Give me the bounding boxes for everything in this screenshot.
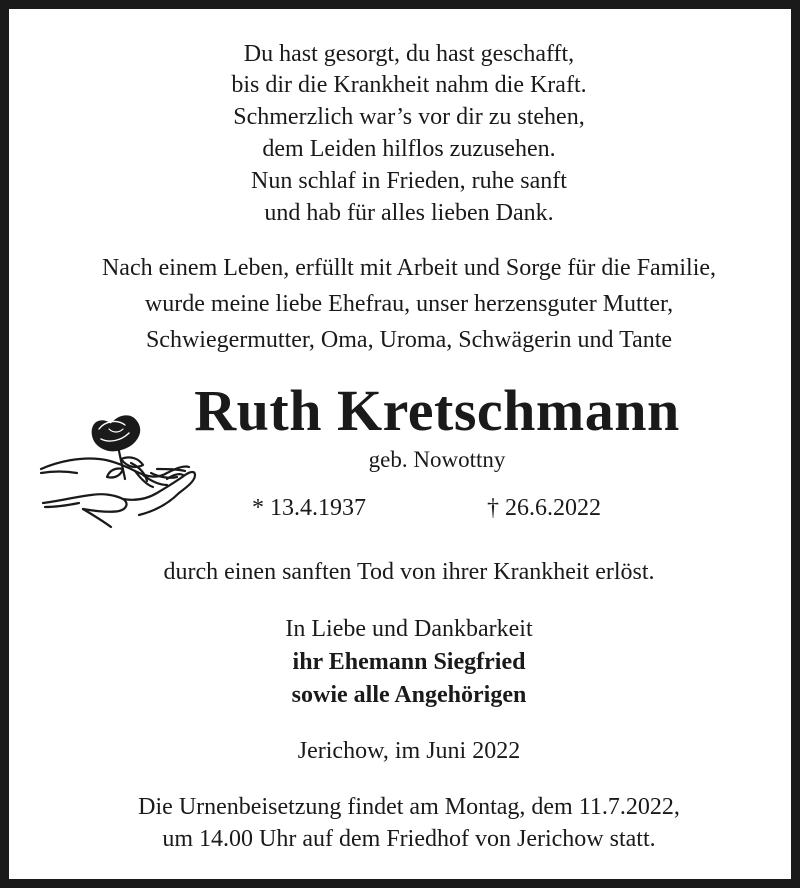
intro-line-2: wurde meine liebe Ehefrau, unser herzensguter Mutter,	[144, 291, 674, 317]
intro-line-1: Nach einem Leben, erfüllt mit Arbeit und Sorge für die Familie,	[101, 255, 717, 281]
signature-line-2: ihr Ehemann Siegfried	[292, 649, 526, 675]
signature-line-1: In Liebe und Dankbarkeit	[285, 616, 533, 642]
poem-line-5: Nun schlaf in Frieden, ruhe sanft	[251, 168, 567, 194]
intro-line-3: Schwiegermutter, Oma, Uroma, Schwägerin und Tante	[145, 327, 673, 353]
funeral-line-2: um 14.00 Uhr auf dem Friedhof von Jerichow statt.	[162, 826, 656, 852]
signature-line-3: sowie alle Angehörigen	[291, 682, 527, 708]
poem-line-4: dem Leiden hilflos zuzusehen.	[262, 136, 556, 162]
poem-line-3: Schmerzlich war’s vor dir zu stehen,	[233, 104, 585, 130]
birth-date: * 13.4.1937	[252, 495, 366, 521]
death-date: † 26.6.2022	[487, 495, 601, 521]
death-statement: durch einen sanften Tod von ihrer Krankheit erlöst.	[163, 559, 655, 585]
deceased-name: Ruth Kretschmann	[194, 378, 680, 443]
poem-line-1: Du hast gesorgt, du hast geschafft,	[243, 41, 575, 67]
poem-line-2: bis dir die Krankheit nahm die Kraft.	[231, 72, 587, 98]
poem-line-6: und hab für alles lieben Dank.	[264, 200, 554, 226]
place-date: Jerichow, im Juni 2022	[297, 738, 521, 764]
maiden-name: geb. Nowottny	[368, 447, 506, 472]
funeral-line-1: Die Urnenbeisetzung findet am Montag, dem 11.7.2022,	[138, 794, 680, 820]
